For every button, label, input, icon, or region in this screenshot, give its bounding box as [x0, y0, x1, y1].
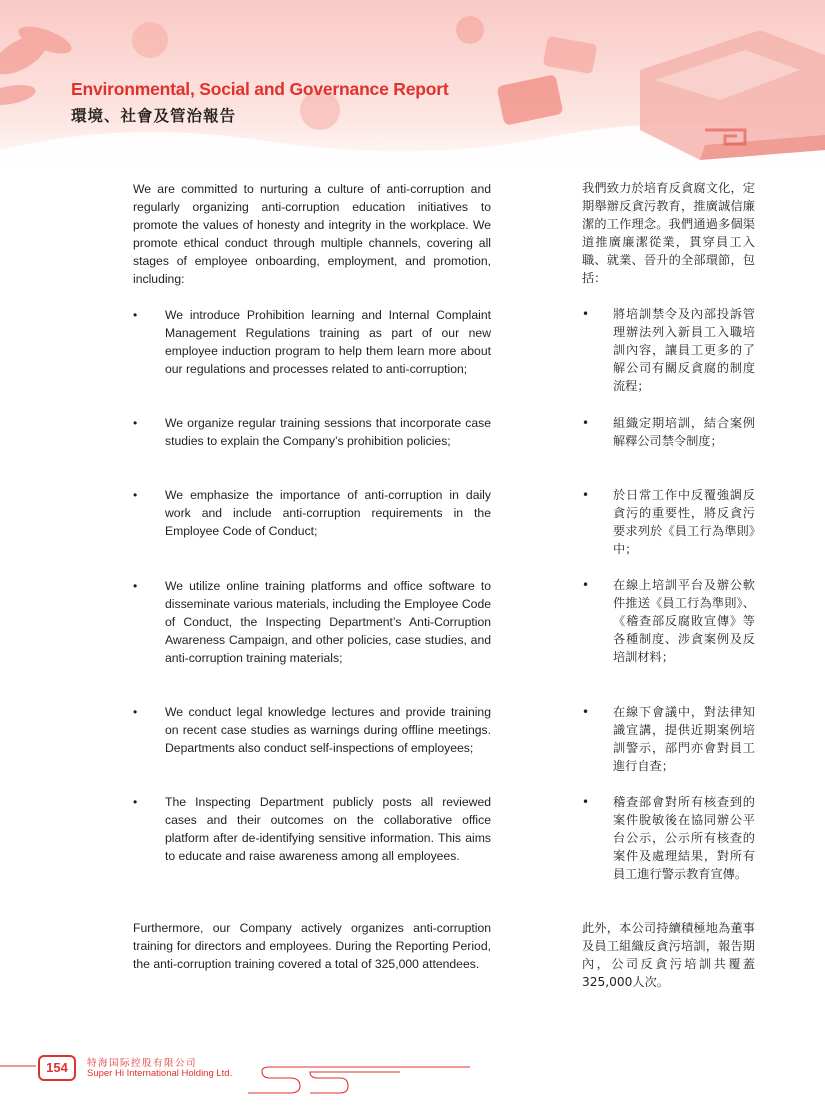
list-item [582, 703, 755, 775]
list-item [133, 306, 491, 378]
bullet-icon: • [582, 307, 590, 321]
list-item-text: We utilize online training platforms and office software to disseminate various materials, including the Employee Code of Conduct, the Inspecting Department’s Anti-Corruption Awareness Campaign, and other policies, case studies, and anti-corruption training materials; [165, 579, 491, 666]
list-item [582, 576, 755, 666]
bullet-icon: • [133, 579, 138, 593]
list-item-text: 在線上培訓平台及辦公軟件推送《員工行為準則》、《稽查部反腐敗宣傳》等各種制度、涉貪案例及反培訓材料； [613, 578, 755, 665]
list-item-text: 在線下會議中，對法律知識宣講，提供近期案例培訓警示，部門亦會對員工進行自查； [613, 705, 755, 774]
report-title-zh: 環境、社會及管治報告 [71, 107, 237, 125]
bullet-icon: • [582, 578, 590, 592]
list-item-text: We conduct legal knowledge lectures and provide training on recent case studies as warnings during offline meetings. Departments also conduct self-inspections of employees; [165, 705, 491, 756]
list-item [133, 486, 491, 540]
bullet-icon: • [133, 308, 138, 322]
intro-paragraph-zh: 我們致力於培育反貪腐文化，定期舉辦反貪污教育，推廣誠信廉潔的工作理念。我們通過多個渠道推廣廉潔從業，貫穿員工入職、就業、晉升的全部環節，包括： [582, 181, 755, 286]
header-banner [0, 0, 825, 175]
list-item [582, 486, 755, 558]
list-item-text: 於日常工作中反覆強調反貪污的重要性，將反貪污要求列於《員工行為準則》中； [613, 488, 755, 557]
list-item [133, 577, 491, 667]
bullet-icon: • [133, 416, 138, 430]
company-name-en: Super Hi International Holding Ltd. [87, 1068, 233, 1079]
company-name-zh: 特海国际控股有限公司 [87, 1058, 198, 1069]
bullet-icon: • [582, 416, 590, 430]
list-item-text: 組織定期培訓，結合案例解釋公司禁令制度； [613, 416, 755, 449]
list-item [582, 305, 755, 395]
bullet-icon: • [133, 705, 138, 719]
list-item [582, 793, 755, 883]
list-item-text: The Inspecting Department publicly posts all reviewed cases and their outcomes on the collaborative office platform after de-identifying sensitive information. This aims to educate and raise awareness among all employees. [165, 795, 491, 864]
bullet-icon: • [582, 705, 590, 719]
report-title-en: Environmental, Social and Governance Report [71, 79, 449, 99]
bullet-icon: • [133, 488, 138, 502]
page-number: 154 [38, 1055, 76, 1081]
list-item-text: We organize regular training sessions that incorporate case studies to explain the Company’s prohibition policies; [165, 416, 491, 449]
bullet-icon: • [133, 795, 138, 809]
list-item-text: We emphasize the importance of anti-corruption in daily work and include anti-corruption requirements in the Employee Code of Conduct; [165, 488, 491, 539]
list-item-text: We introduce Prohibition learning and Internal Complaint Management Regulations training as part of our new employee induction program to help them learn more about our regulations and processes related to anti-corruption; [165, 308, 491, 377]
list-item-text: 將培訓禁令及內部投訴管理辦法列入新員工入職培訓內容，讓員工更多的了解公司有關反貪腐的制度流程； [613, 307, 755, 394]
list-item [582, 414, 755, 450]
list-item [133, 703, 491, 757]
page-footer [0, 1045, 825, 1120]
intro-paragraph-en: We are committed to nurturing a culture of anti-corruption and regularly organizing anti-corruption education initiatives to promote the values of honesty and integrity in the workplace. We promote ethical conduct through multiple channels, covering all stages of employee onboarding, employment, and promotion, including: [133, 182, 491, 287]
list-item [133, 414, 491, 450]
list-item-text: 稽查部會對所有核查到的案件脫敏後在協同辦公平台公示，公示所有核查的案件及處理結果，對所有員工進行警示教育宣傳。 [613, 795, 755, 882]
bullet-icon: • [582, 795, 590, 809]
bullet-icon: • [582, 488, 590, 502]
list-item [133, 793, 491, 865]
closing-paragraph-zh: 此外，本公司持續積極地為董事及員工組織反貪污培訓，報告期內，公司反貪污培訓共覆蓋325,000人次。 [582, 921, 755, 990]
closing-paragraph-en: Furthermore, our Company actively organizes anti-corruption training for directors and employees. During the Reporting Period, the anti-corruption training covered a total of 325,000 attendees. [133, 921, 491, 972]
